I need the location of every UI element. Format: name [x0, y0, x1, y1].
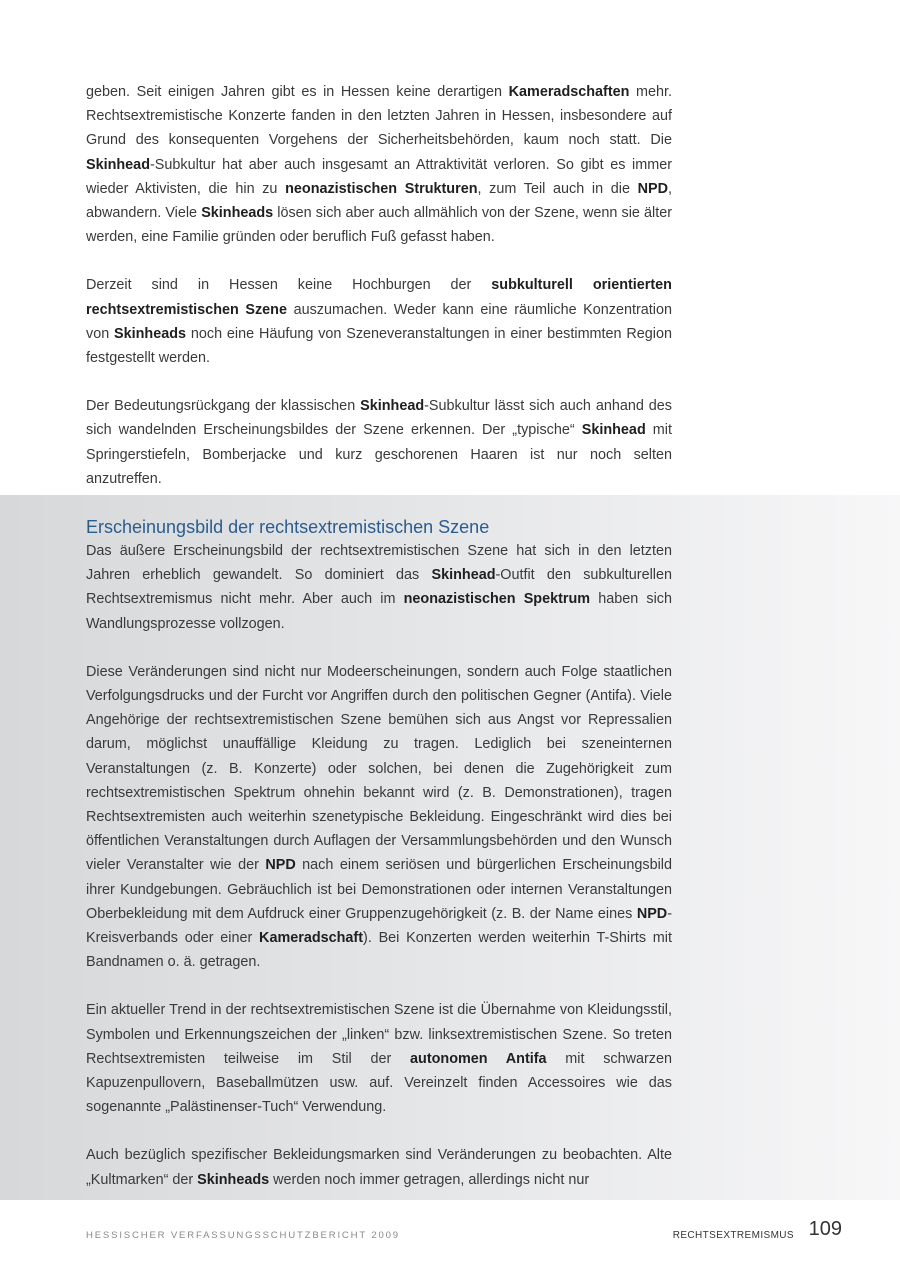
bold-term: Skinheads [201, 205, 274, 222]
bold-term: Skinhead [360, 398, 425, 415]
paragraph [86, 998, 672, 1119]
text-run: Der Bedeutungsrückgang der klassischen [86, 398, 361, 415]
text-run: haben sich Wandlungsprozesse vollzogen. [86, 591, 672, 632]
bold-term: Skinhead [86, 156, 150, 173]
text-run: auszumachen. Weder kann eine räumliche Konzentration von [86, 301, 672, 342]
bold-term: Skinhead [431, 567, 496, 584]
text-run: -Subkultur hat aber auch insgesamt an Attraktivität verloren. So gibt es immer wieder Aktivisten, die hin zu [86, 156, 672, 197]
text-run: mit schwarzen Kapuzenpullovern, Baseballmützen usw. auf. Vereinzelt finden Accessoires wie das sogenannte „Palästinenser-Tuch“ Verwendung. [86, 1050, 673, 1116]
bold-term: Skinhead [581, 422, 646, 439]
text-run: Derzeit sind in Hessen keine Hochburgen der [86, 277, 492, 294]
highlight-section [0, 495, 900, 1200]
bold-term: Skinheads [197, 1171, 270, 1188]
paragraph [86, 539, 672, 636]
footer-report-title: HESSISCHER VERFASSUNGSSCHUTZBERICHT 2009 [86, 1230, 400, 1241]
paragraph [86, 80, 672, 249]
text-run: , zum Teil auch in die [477, 180, 638, 197]
text-run: Ein aktueller Trend in der rechtsextremistischen Szene ist die Übernahme von Kleidungsstil, Symbolen und Erkennungszeichen der „linken“ bzw. linksextremistischen Szene. So treten Rechtsextremisten teilweise im Stil der [86, 1002, 672, 1067]
bold-term: autonomen Antifa [410, 1050, 547, 1067]
bold-term: subkulturell orientierten rechtsextremistischen Szene [86, 277, 672, 318]
text-run: -Subkultur lässt sich auch anhand des sich wandelnden Erscheinungsbildes der Szene erkennen. Der „typische“ [86, 398, 672, 439]
text-run: Auch bezüglich spezifischer Bekleidungsmarken sind Veränderungen zu beobachten. Alte „Kultmarken“ der [86, 1147, 672, 1188]
text-run: werden noch immer getragen, allerdings nicht nur [269, 1171, 590, 1188]
bold-term: NPD [636, 905, 668, 922]
section-heading: Erscheinungsbild der rechtsextremistischen Szene [86, 517, 490, 537]
paragraph [86, 394, 672, 491]
text-run: , abwandern. Viele [86, 180, 672, 222]
text-run: Das äußere Erscheinungsbild der rechtsextremistischen Szene hat sich in den letzten Jahren erheblich gewandelt. So dominiert das [86, 543, 672, 584]
text-run: geben. Seit einigen Jahren gibt es in Hessen keine derartigen [86, 84, 509, 100]
bold-term: NPD [637, 180, 668, 197]
text-run: noch eine Häufung von Szeneveranstaltungen in einer bestimmten Region festgestellt werden. [86, 325, 672, 367]
text-run: -Outfit den subkulturellen Rechtsextremismus nicht mehr. Aber auch im [86, 567, 672, 608]
text-run: -Kreisverbands oder einer [86, 905, 672, 947]
text-run: mit Springerstiefeln, Bomberjacke und kurz geschorenen Haaren ist nur noch selten anzutreffen. [86, 422, 672, 487]
text-run: nach einem seriösen und bürgerlichen Erscheinungsbild ihrer Kundgebungen. Gebräuchlich ist bei Demonstrationen oder internen Veranstaltungen Oberbekleidung mit dem Aufdruck einer Gruppenzugehörigkeit (z. B. der Name eines [86, 857, 672, 922]
footer-section-name: RECHTSEXTREMISMUS [672, 1230, 794, 1241]
paragraph [86, 1143, 672, 1191]
text-run: mehr. Rechtsextremistische Konzerte fanden in den letzten Jahren in Hessen, insbesondere auf Grund des konsequenten Vorgehens der Sicherheitsbehörden, kaum noch statt. Die [86, 84, 672, 149]
text-run: lösen sich aber auch allmählich von der Szene, wenn sie älter werden, eine Familie gründen oder beruflich Fuß gefasst haben. [86, 205, 673, 246]
bold-term: Kameradschaft [259, 930, 364, 947]
text-run: ). Bei Konzerten werden weiterhin T-Shirts mit Bandnamen o. ä. getragen. [86, 930, 672, 971]
bold-term: neonazistischen Spektrum [403, 591, 591, 608]
bold-term: Skinheads [114, 325, 187, 342]
paragraph [86, 273, 672, 370]
bold-term: Kameradschaften [508, 84, 630, 100]
paragraph [86, 660, 672, 975]
text-run: Diese Veränderungen sind nicht nur Modeerscheinungen, sondern auch Folge staatlichen Verfolgungsdrucks und der Furcht vor Angriffen durch den politischen Gegner (Antifa). Viele Angehörige der rechtsextremistischen Szene bemühen sich aus Angst vor Repressalien darum, möglichst unauffällige Kleidung zu tragen. Lediglich bei szeneinternen Veranstaltungen (z. B. Konzerte) oder solchen, bei denen die Zugehörigkeit zum rechtsextremistischen Spektrum ohnehin bekannt wird (z. B. Demonstrationen), tragen Rechtsextremisten auch weiterhin szenetypische Bekleidung. Eingeschränkt wird dies bei öffentlichen Veranstaltungen durch Auflagen der Versammlungsbehörden und den Wunsch vieler Veranstalter wie der [86, 663, 672, 874]
bold-term: NPD [265, 857, 296, 874]
page-number: 109 [808, 1218, 842, 1240]
bold-term: neonazistischen Strukturen [285, 180, 478, 197]
top-text-block [86, 80, 672, 515]
